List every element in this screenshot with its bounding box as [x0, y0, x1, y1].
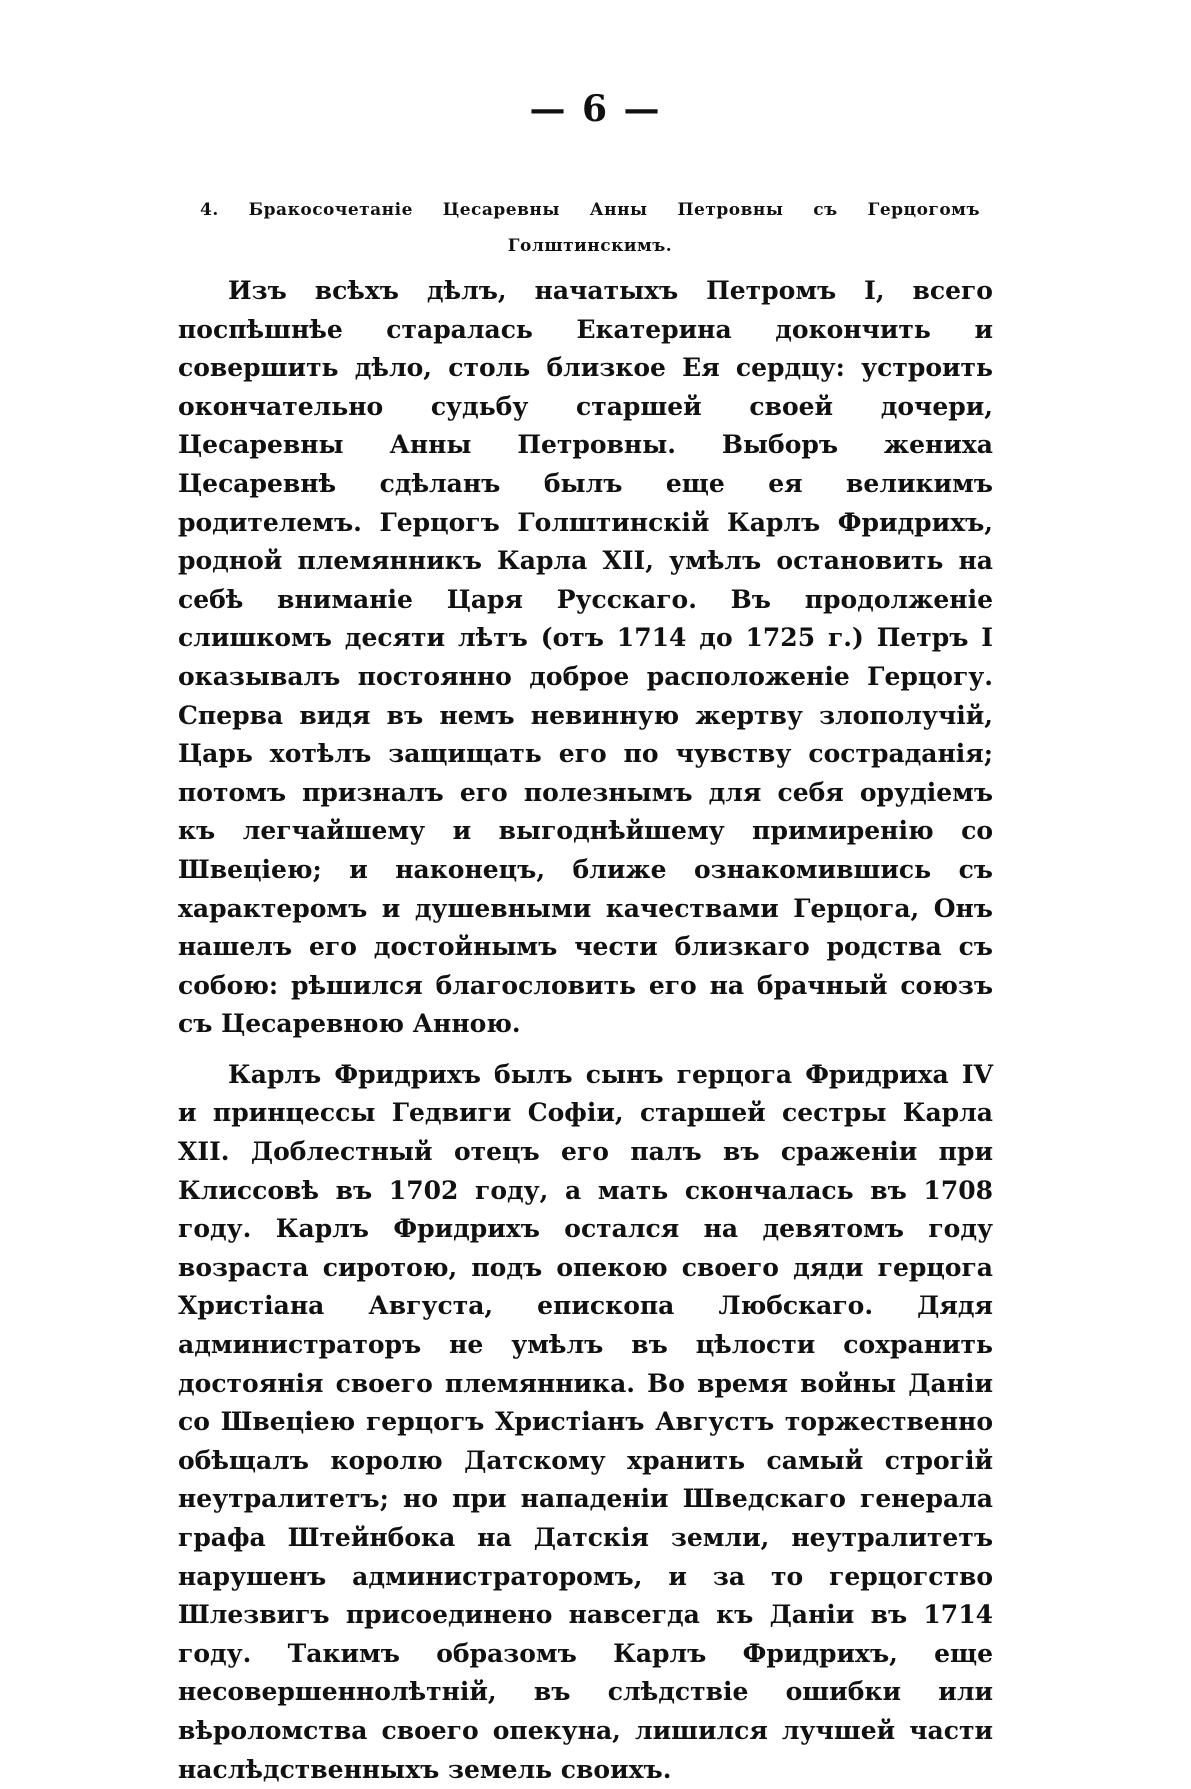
- page-number: — 6 —: [529, 88, 662, 130]
- paragraph-2: Карлъ Фридрихъ былъ сынъ герцога Фридриха IV и принцессы Гедвиги Софіи, старшей сестры Карла XII. Доблестный отецъ его палъ въ сраженіи при Клиссовѣ въ 1702 году, а мать скончалась въ 1708 году. Карлъ Фридрихъ остался на девятомъ году возраста сиротою, подъ опекою своего дяди герцога Христіана Августа, епископа Любскаго. Дядя администраторъ не умѣлъ въ цѣлости сохранить достоянія своего племянника. Во время войны Даніи со Швеціею герцогъ Христіанъ Августъ торжественно обѣщалъ королю Датскому хранить самый строгій неутралитетъ; но при нападеніи Шведскаго генерала графа Штейнбока на Датскія земли, неутралитетъ нарушенъ администраторомъ, и за то герцогство Шлезвигъ присоединено навсегда къ Даніи въ 1714 году. Такимъ образомъ Карлъ Фридрихъ, еще несовершеннолѣтній, въ слѣдствіе ошибки или вѣроломства своего опекуна, лишился лучшей части наслѣдственныхъ земель своихъ.: [178, 1059, 993, 1784]
- body-text: [178, 272, 993, 1789]
- section-heading: 4. Бракосочетаніе Цесаревны Анны Петровны съ Герцогомъ Голштинскимъ.: [200, 200, 980, 256]
- paragraph-1: Изъ всѣхъ дѣлъ, начатыхъ Петромъ I, всего поспѣшнѣе старалась Екатерина докончить и совершить дѣло, столь близкое Ея сердцу: устроить окончательно судьбу старшей своей дочери, Цесаревны Анны Петровны. Выборъ жениха Цесаревнѣ сдѣланъ былъ еще ея великимъ родителемъ. Герцогъ Голштинскій Карлъ Фридрихъ, родной племянникъ Карла XII, умѣлъ остановить на себѣ вниманіе Царя Русскаго. Въ продолженіе слишкомъ десяти лѣтъ (отъ 1714 до 1725 г.) Петръ I оказывалъ постоянно доброе расположеніе Герцогу. Сперва видя въ немъ невинную жертву злополучій, Царь хотѣлъ защищать его по чувству состраданія; потомъ призналъ его полезнымъ для себя орудіемъ къ легчайшему и выгоднѣйшему примиренію со Швеціею; и наконецъ, ближе ознакомившись съ характеромъ и душевными качествами Герцога, Онъ нашелъ его достойнымъ чести близкаго родства съ собою: рѣшился благословить его на брачный союзъ съ Цесаревною Анною.: [178, 276, 993, 1039]
